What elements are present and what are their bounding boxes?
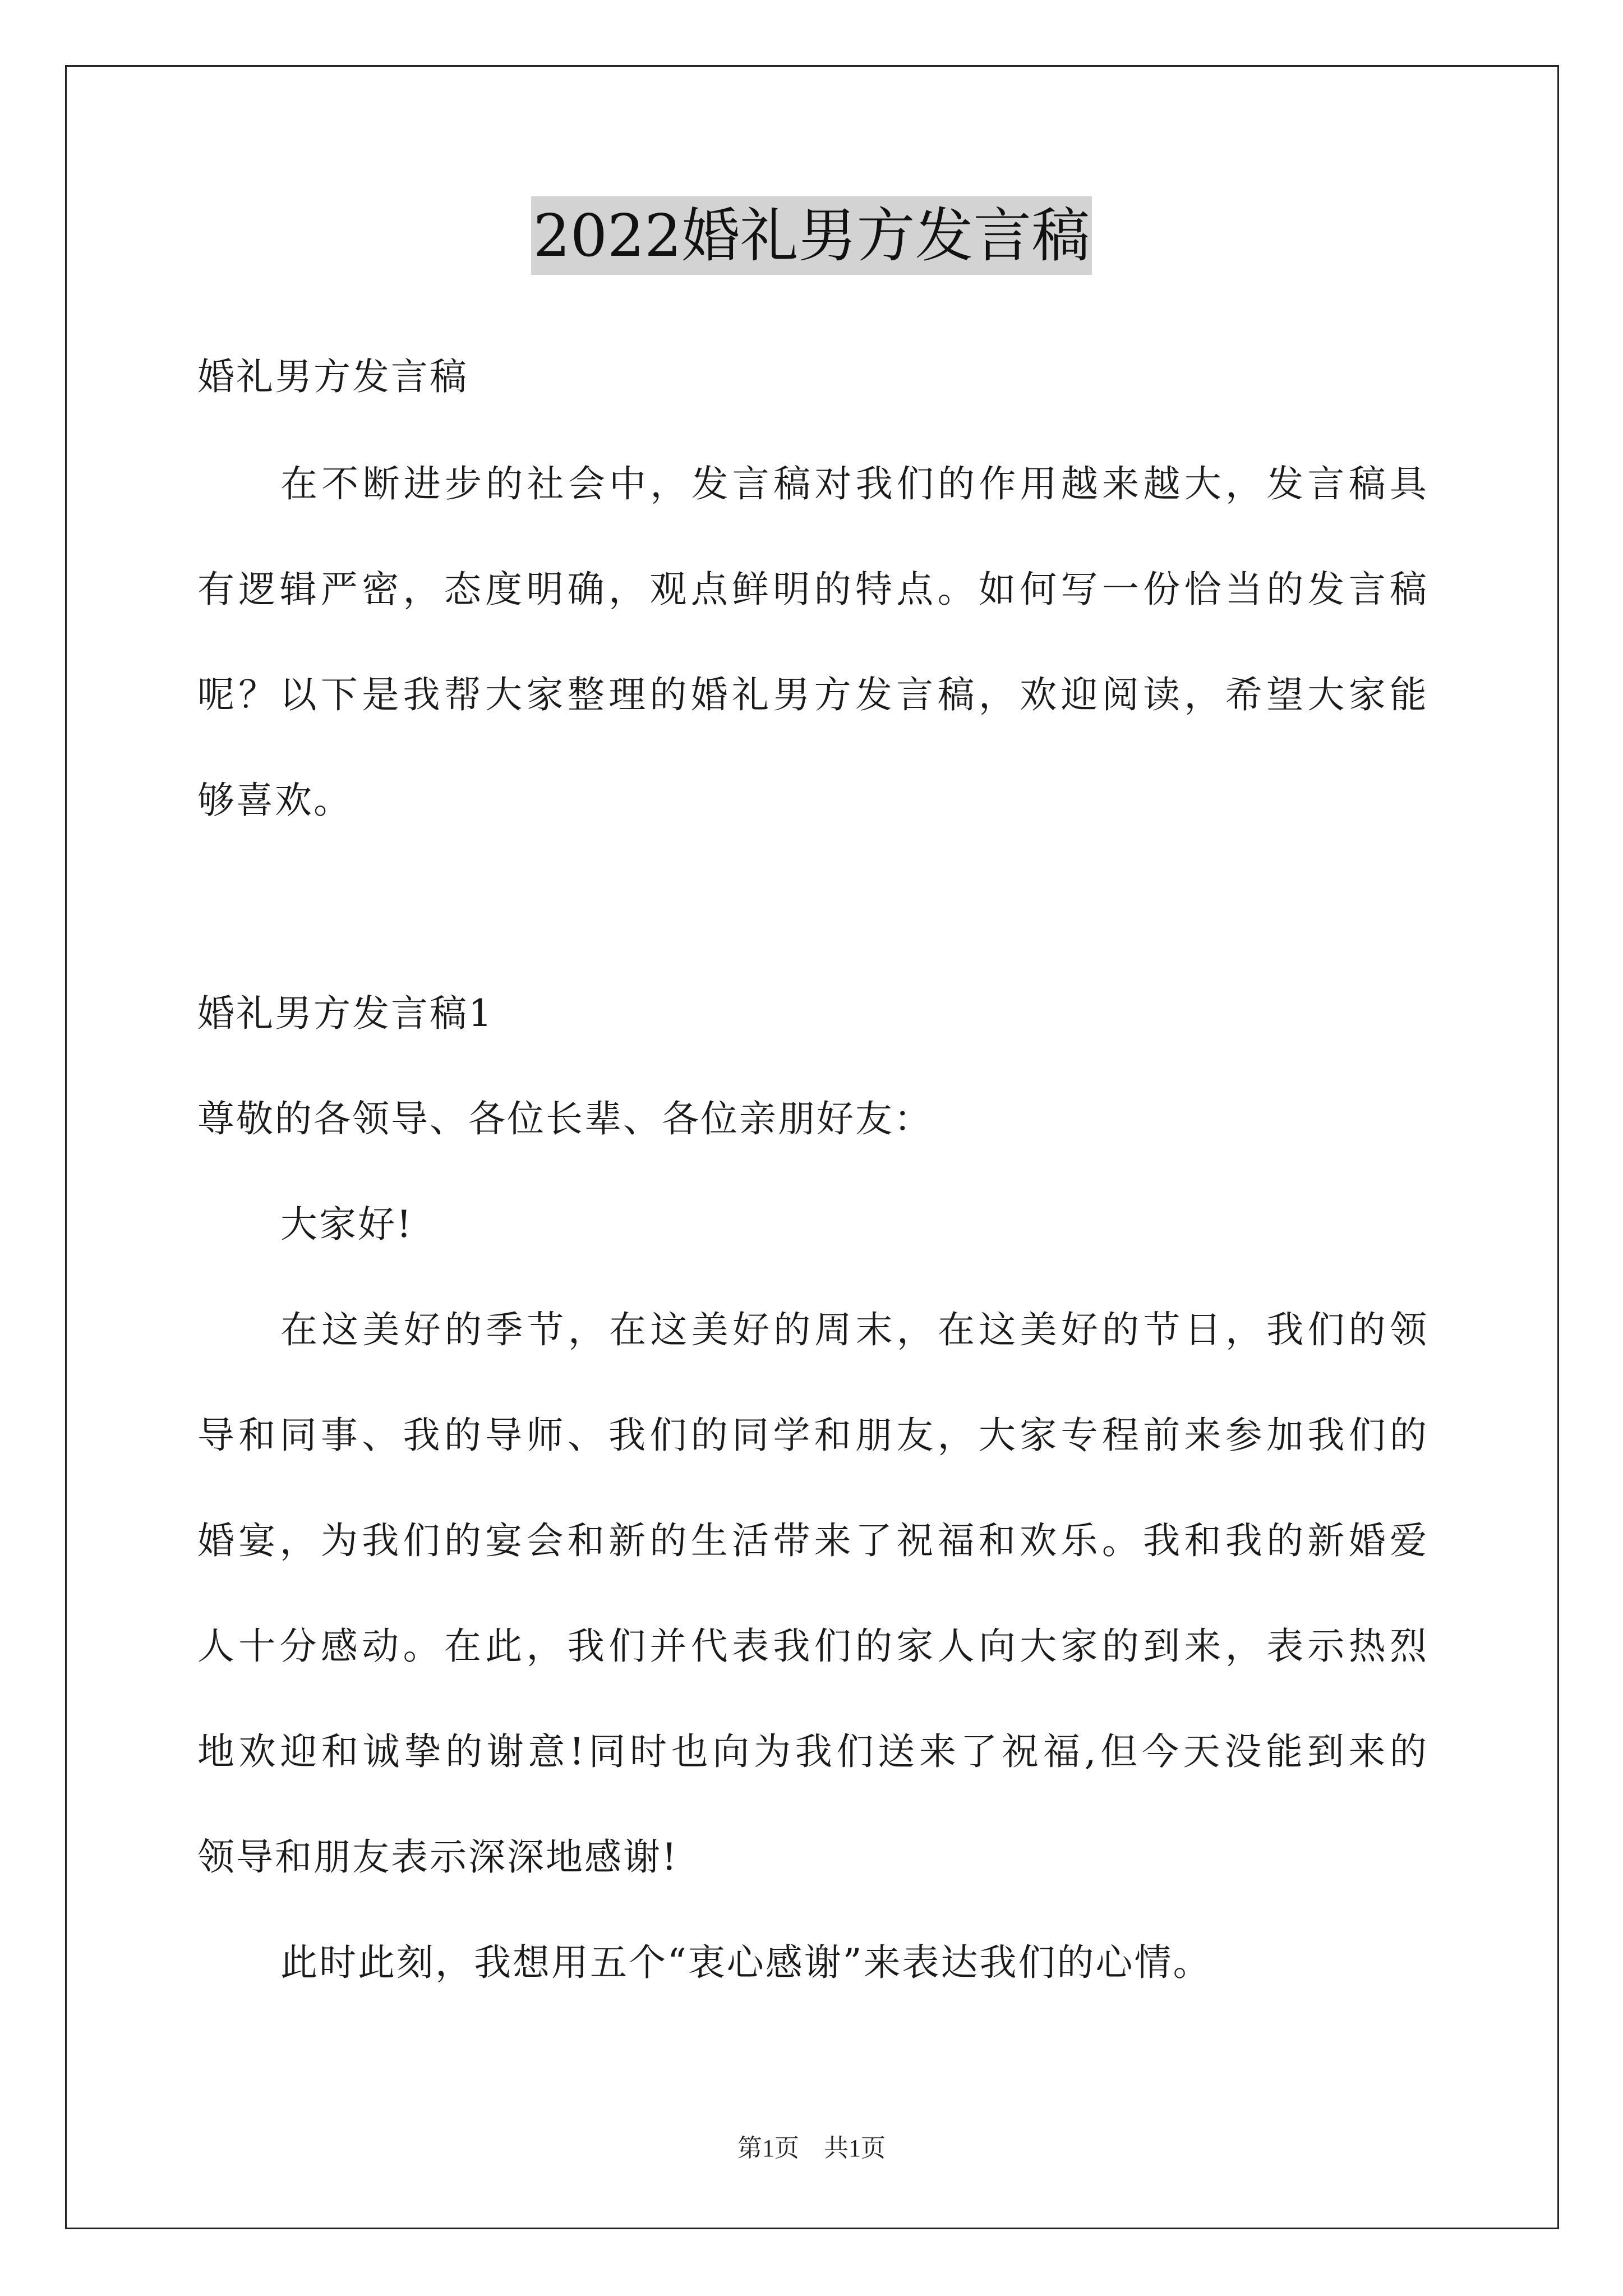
body-line-6: 领导和朋友表示深深地感谢!: [197, 1835, 679, 1879]
intro-line-4: 够喜欢。: [197, 779, 352, 822]
document-title: 2022婚礼男方发言稿: [531, 196, 1092, 275]
page-number-footer: 第1页 共1页: [737, 2134, 886, 2162]
section-heading: 婚礼男方发言稿1: [197, 992, 494, 1035]
body-line-4: 人十分感动。在此，我们并代表我们的家人向大家的到来，表示热烈: [197, 1625, 1427, 1668]
body-line-3: 婚宴，为我们的宴会和新的生活带来了祝福和欢乐。我和我的新婚爱: [197, 1519, 1427, 1562]
subtitle-line: 婚礼男方发言稿: [197, 355, 468, 398]
intro-line-2: 有逻辑严密，态度明确，观点鲜明的特点。如何写一份恰当的发言稿: [197, 568, 1427, 611]
greeting-line: 大家好!: [280, 1203, 413, 1246]
intro-line-1: 在不断进步的社会中，发言稿对我们的作用越来越大，发言稿具: [280, 462, 1427, 505]
salutation-line: 尊敬的各领导、各位长辈、各位亲朋好友：: [197, 1097, 933, 1140]
body-line-5: 地欢迎和诚挚的谢意!同时也向为我们送来了祝福,但今天没能到来的: [197, 1730, 1427, 1773]
body-line-1: 在这美好的季节，在这美好的周末，在这美好的节日，我们的领: [280, 1308, 1427, 1351]
intro-line-3: 呢？以下是我帮大家整理的婚礼男方发言稿，欢迎阅读，希望大家能: [197, 673, 1427, 716]
body-line-2: 导和同事、我的导师、我们的同学和朋友，大家专程前来参加我们的: [197, 1414, 1427, 1457]
title-container: [0, 196, 1623, 275]
closing-line: 此时此刻，我想用五个“衷心感谢”来表达我们的心情。: [280, 1941, 1212, 1984]
